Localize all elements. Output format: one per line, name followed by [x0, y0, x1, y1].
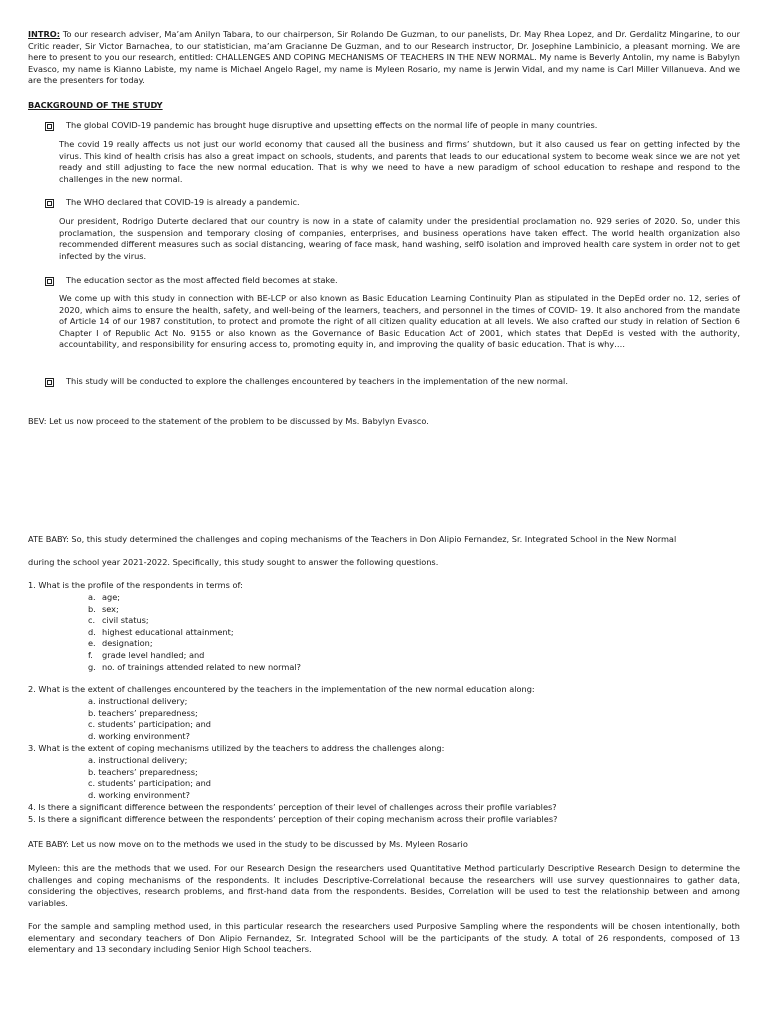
- checkbox-bullet-icon: [45, 122, 54, 131]
- list-item: d. working environment?: [88, 730, 190, 741]
- myleen-paragraph-1: Myleen: this are the methods that we used. For our Research Design the researchers used Quantitative Method particularly Descriptive Research Design to determine the challenges and coping mechanisms of the respondents. It includes Descriptive-Correlational because the researchers will use survey questionnaires to gather data, considering the objectives, research problems, and first-hand data from the respondents. Besides, Correlation will be used to test the relationship between and among variables.: [28, 863, 740, 908]
- list-item: a. instructional delivery;: [88, 755, 188, 765]
- list-item: d. working environment?: [88, 789, 190, 800]
- ate-baby-intro-line-1: ATE BABY: So, this study determined the challenges and coping mechanisms of the Teachers in Don Alipio Fernandez, Sr. Integrated School in the New Normal: [28, 534, 677, 544]
- ate-baby-intro-line-2: during the school year 2021-2022. Specifically, this study sought to answer the following questions.: [28, 557, 439, 567]
- bullet-1-text: The global COVID-19 pandemic has brought huge disruptive and upsetting effects on the normal life of people in many countries.: [66, 120, 598, 130]
- question-2-options: [88, 696, 211, 742]
- bullet-4-text: This study will be conducted to explore the challenges encountered by teachers in the implementation of the new normal.: [66, 376, 568, 386]
- background-bullet-2: [45, 197, 740, 209]
- bev-line: BEV: Let us now proceed to the statement of the problem to be discussed by Ms. Babylyn Evasco.: [28, 416, 429, 426]
- list-item: b. sex;: [88, 603, 119, 614]
- list-item: c. students’ participation; and: [88, 719, 211, 730]
- list-item: b. teachers’ preparedness;: [88, 766, 198, 777]
- question-4: 4. Is there a significant difference between the respondents’ perception of their level of challenges across their profile variables?: [28, 802, 557, 812]
- background-paragraph-1: The covid 19 really affects us not just our world economy that caused all the business and firms’ shutdown, but it also caused us fear on getting infected by the virus. This kind of health crisis has also a great impact on schools, students, and parents that leads to our educational system to become weak since we are not yet ready and still adjusting to face the new normal education. That is why we need to have a new paradigm of school education to reshape and respond to the challenges in the new normal.: [59, 139, 740, 184]
- intro-label: INTRO:: [28, 29, 61, 39]
- list-item: c. students’ participation; and: [88, 778, 211, 789]
- checkbox-bullet-icon: [45, 277, 54, 286]
- intro-paragraph: [28, 29, 740, 87]
- checkbox-bullet-icon: [45, 199, 54, 208]
- list-item: e. designation;: [88, 638, 153, 649]
- list-item: f. grade level handled; and: [88, 649, 205, 660]
- background-bullet-3: [45, 275, 740, 287]
- intro-text: To our research adviser, Ma’am Anilyn Tabara, to our chairperson, Sir Rolando De Guzman, to our panelists, Dr. May Rhea Lopez, and Dr. Gerdalitz Mingarine, to our Critic reader, Sir Victor Barnachea, to our statistician, ma’am Gracianne De Guzman, and to our Research instructor, Dr. Josephine Lambinicio, a pleasant morning. We are here to present to you our research, entitled: CHALLENGES AND COPING MECHANISMS OF TEACHERS IN THE NEW NORMAL. My name is Beverly Antolin, my name is Babylyn Evasco, my name is Kianno Labiste, my name is Michael Angelo Ragel, my name is Myleen Rosario, my name is Jerwin Vidal, and my name is Carl Miller Villanueva. And we are the presenters for today.: [28, 29, 740, 86]
- question-3-options: [88, 755, 211, 801]
- question-5: 5. Is there a significant difference between the respondents’ perception of their coping mechanism across their profile variables?: [28, 814, 558, 824]
- ate-baby-methods-line: ATE BABY: Let us now move on to the methods we used in the study to be discussed by Ms. Myleen Rosario: [28, 839, 468, 849]
- bullet-2-text: The WHO declared that COVID-19 is already a pandemic.: [66, 197, 300, 207]
- list-item: d. highest educational attainment;: [88, 626, 234, 637]
- list-item: a. age;: [88, 592, 121, 602]
- background-bullet-4: [45, 376, 740, 388]
- list-item: c. civil status;: [88, 615, 149, 626]
- myleen-paragraph-2: For the sample and sampling method used, in this particular research the researchers used Purposive Sampling where the respondents will be chosen intentionally, both elementary and secondary teachers of Don Alipio Fernandez, Sr. Integrated School will be the participants of the study. A total of 26 respondents, composed of 13 elementary and 13 secondary including Senior High School teachers.: [28, 921, 740, 955]
- list-item: b. teachers’ preparedness;: [88, 707, 198, 718]
- background-paragraph-2: Our president, Rodrigo Duterte declared that our country is now in a state of calamity under the presidential proclamation no. 929 series of 2020. So, under this proclamation, the suspension and temporary closing of companies, enterprises, and business operations have taken effect. The world health organization also recommended different measures such as social distancing, wearing of face mask, hand washing, self0 isolation and improved health care system in order not to get infected by the virus.: [59, 216, 740, 261]
- background-bullet-1: [45, 120, 740, 132]
- question-3: 3. What is the extent of coping mechanisms utilized by the teachers to address the challenges along:: [28, 743, 445, 753]
- question-1-options: [88, 592, 301, 673]
- list-item: g. no. of trainings attended related to new normal?: [88, 661, 301, 672]
- background-heading: BACKGROUND OF THE STUDY: [28, 100, 163, 110]
- background-paragraph-3: We come up with this study in connection with BE-LCP or also known as Basic Education Learning Continuity Plan as stipulated in the DepEd order no. 12, series of 2020, which aims to ensure the health, safety, and well-being of the learners, teachers, and personnel in the times of COVID- 19. It also anchored from the mandate of Article 14 of our 1987 constitution, to protect and promote the right of all citizen quality education at all levels. We also crafted our study in relation of Section 6 Chapter I of Republic Act No. 9155 or also known as the Governance of Basic Education Act of 2001, which states that DepEd is vested with the authority, accountability, and responsibility for ensuring access to, promoting equity in, and improving the quality of basic education. That is why….: [59, 293, 740, 350]
- question-2: 2. What is the extent of challenges encountered by the teachers in the implementation of the new normal education along:: [28, 684, 535, 694]
- question-1: 1. What is the profile of the respondents in terms of:: [28, 580, 243, 590]
- checkbox-bullet-icon: [45, 378, 54, 387]
- bullet-3-text: The education sector as the most affected field becomes at stake.: [66, 275, 338, 285]
- list-item: a. instructional delivery;: [88, 696, 188, 706]
